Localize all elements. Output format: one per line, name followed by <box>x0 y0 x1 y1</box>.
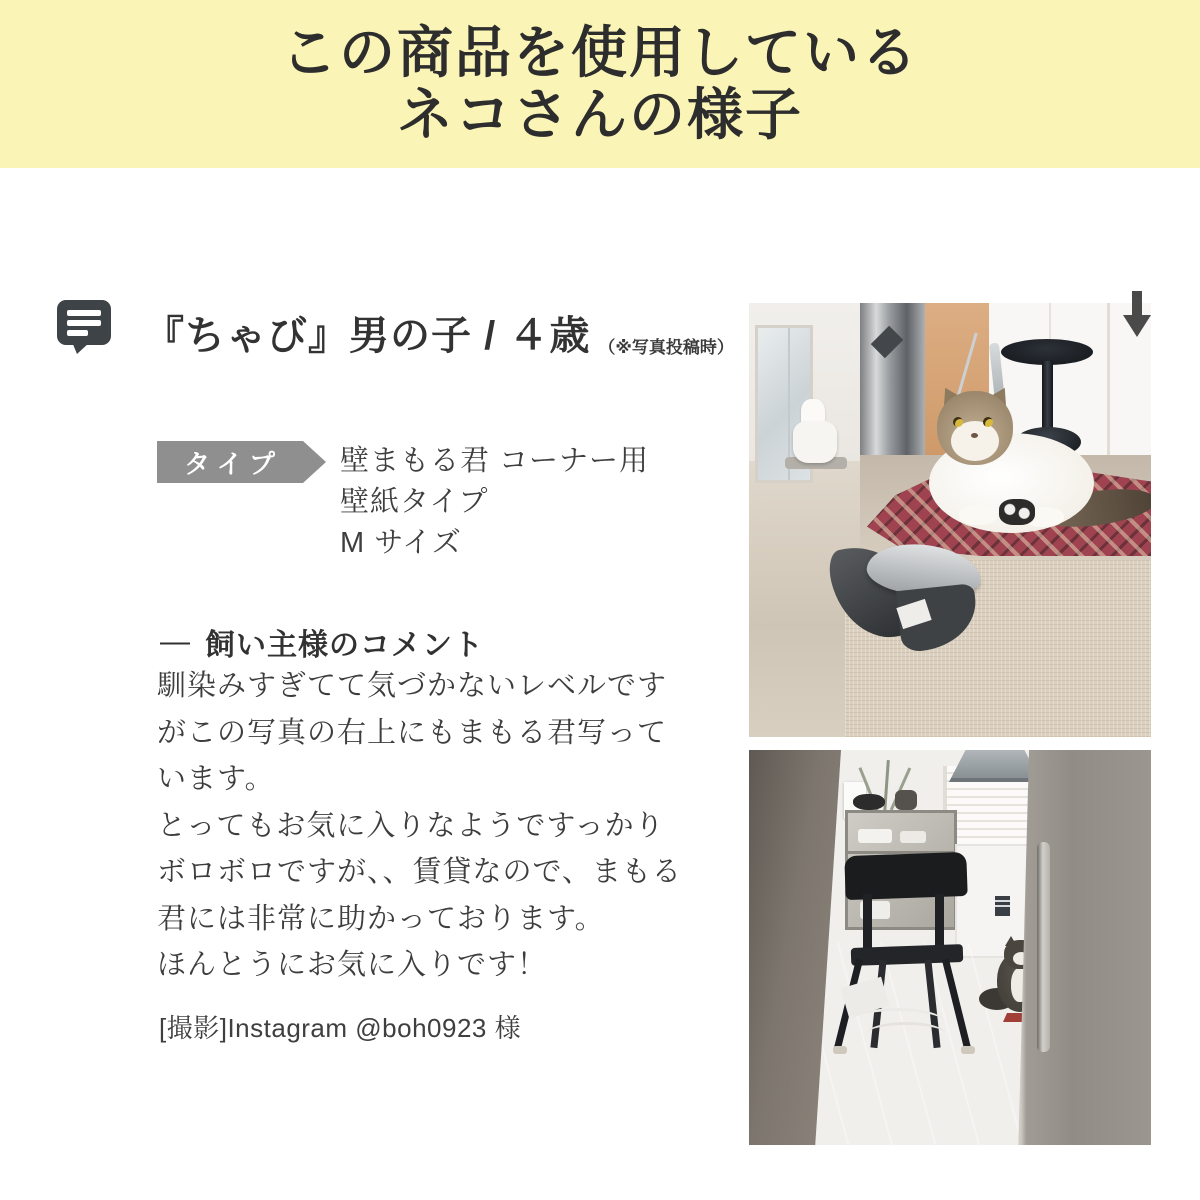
cat-eye <box>953 417 963 427</box>
photo-cat-in-hallway <box>749 750 1151 1145</box>
white-cable <box>867 1022 945 1045</box>
owner-comment-body <box>157 663 732 989</box>
comment-line: ボロボロですが、、賃貸なので、まもる <box>157 856 682 888</box>
banner-title-line1: この商品を使用している <box>281 21 919 84</box>
cat-profile-heading <box>144 304 734 361</box>
type-line: 壁紙タイプ <box>340 486 489 518</box>
type-line: M サイズ <box>340 527 462 559</box>
photo-cat-on-rug <box>749 303 1151 737</box>
comment-line: 君には非常に助かっております。 <box>157 902 605 935</box>
cat-nose <box>971 433 978 438</box>
sticker <box>995 896 1010 916</box>
comment-line: がこの写真の右上にもまもる君写って <box>157 716 668 749</box>
cat-eye <box>983 417 993 427</box>
comment-line: とってもお気に入りなようですっかり <box>157 809 665 842</box>
dish <box>900 831 926 843</box>
comment-line: ほんとうにお気に入りです！ <box>157 949 548 981</box>
down-arrow-icon <box>1123 291 1151 337</box>
photo-credit: [撮影]Instagram @boh0923 様 <box>159 1013 522 1043</box>
type-badge-label: タイプ <box>184 448 282 479</box>
pet-fountain <box>793 421 837 463</box>
toy-between-paws <box>999 499 1035 525</box>
door-handle <box>1037 842 1050 1052</box>
cat-name-age: 『ちゃび』男の子 / ４歳 <box>144 314 591 358</box>
type-line: 壁まもる君 コーナー用 <box>340 445 650 477</box>
black-pan <box>853 794 885 810</box>
dish <box>858 829 892 843</box>
persian-cat <box>899 391 1151 541</box>
kettle <box>895 790 917 810</box>
header-banner <box>0 0 1200 168</box>
owner-comment-heading <box>160 620 484 664</box>
owner-comment-title: 飼い主様のコメント <box>205 629 484 662</box>
comment-line: 馴染みすぎてて気づかないレベルです <box>157 670 668 702</box>
photo-date-note: （※写真投稿時） <box>598 338 734 357</box>
cat-face <box>951 421 999 461</box>
cat-paw <box>959 505 997 525</box>
comment-line: います。 <box>157 763 275 795</box>
type-badge <box>157 441 303 483</box>
banner-title-line2: ネコさんの様子 <box>397 83 803 146</box>
type-description <box>340 441 649 564</box>
heading-dash: — <box>160 625 191 658</box>
speech-bubble-icon <box>57 300 111 354</box>
